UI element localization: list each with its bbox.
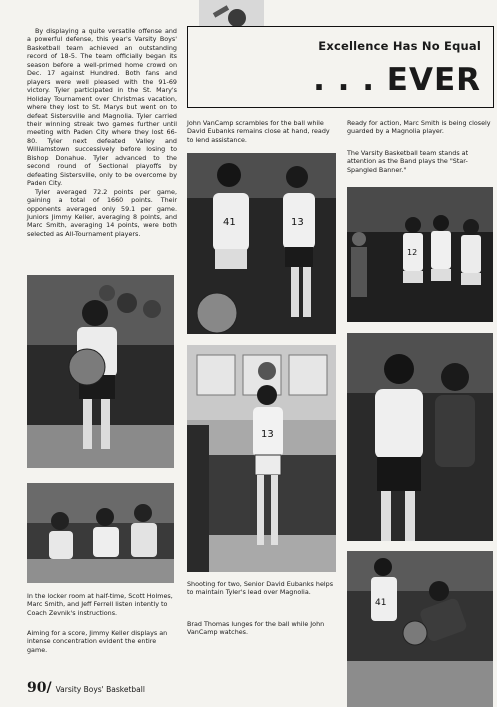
caption-keller-score: Aiming for a score, Jimmy Keller displays an intense concentration evident the entire game. — [27, 629, 168, 654]
caption-thomas-lunge: Brad Thomas lunges for the ball while John VanCamp watches. — [187, 620, 325, 637]
photo-locker-room — [27, 483, 174, 583]
photo-eubanks-shooting — [187, 345, 336, 572]
photo-thomas-lunge — [347, 551, 493, 707]
page-number: 90/ — [27, 680, 52, 696]
intro-text — [27, 27, 177, 238]
caption-marc-smith-ready: Ready for action, Marc Smith is being closely guarded by a Magnolia player. — [347, 119, 491, 136]
photo-keller-dribble — [27, 275, 174, 468]
intro-paragraph: By displaying a quite versatile offense and a powerful defense, this year's Varsity Boys' Basketball team achieved an outstanding record of 18-5. The team officially began its season before a well-primed home crowd on Dec. 17 against Hundred. Both fans and players were well pleased with the 91-69 victory. Tyler participated in the St. Mary's Holiday Tournament over Christmas vacation, where they lost to St. Marys but went on to defeat Sistersville and Magnolia. Tyler carried their winning streak two games further until meeting with Paden City where they lost 66-80. Tyler next defeated Valley and Williamstown successively before losing to Bishop Donahue. Tyler advanced to the second round of Sectional playoffs by defeating Sistersville, only to be overcome by Paden City. — [27, 27, 177, 188]
caption-halftime: In the locker room at half-time, Scott Holmes, Marc Smith, and Jeff Ferrell listen intently to Coach Zevnik's instructions. — [27, 592, 173, 617]
caption-vancamp-scramble: John VanCamp scrambles for the ball while David Eubanks remains close at hand, ready to lend assistance. — [187, 119, 330, 144]
intro-paragraph: Tyler averaged 72.2 points per game, gaining a total of 1660 points. Their opponents averaged only 59.1 per game. Juniors Jimmy Keller, averaging 8 points, and Marc Smith, averaging 14 points, were both selected as All-Tournament players. — [27, 187, 177, 238]
page-title-ever: . . . EVER — [313, 62, 481, 98]
page-footer — [27, 677, 145, 696]
caption-eubanks-shoot: Shooting for two, Senior David Eubanks helps to maintain Tyler's lead over Magnolia. — [187, 580, 334, 597]
jersey-number: 13 — [291, 217, 304, 228]
photo-marc-smith-guarded — [347, 333, 493, 541]
photo-vancamp-eubanks — [187, 153, 336, 334]
header-box — [187, 26, 494, 108]
jersey-number: 13 — [261, 429, 274, 440]
caption-band-anthem: The Varsity Basketball team stands at attention as the Band plays the "Star-Spangled Banner." — [347, 149, 469, 174]
photo-team-anthem — [347, 187, 493, 322]
jersey-number: 12 — [407, 248, 418, 257]
page-title: Excellence Has No Equal — [318, 39, 481, 53]
section-label: Varsity Boys' Basketball — [55, 685, 145, 694]
jersey-number: 41 — [223, 217, 236, 228]
jersey-number: 41 — [375, 598, 387, 608]
